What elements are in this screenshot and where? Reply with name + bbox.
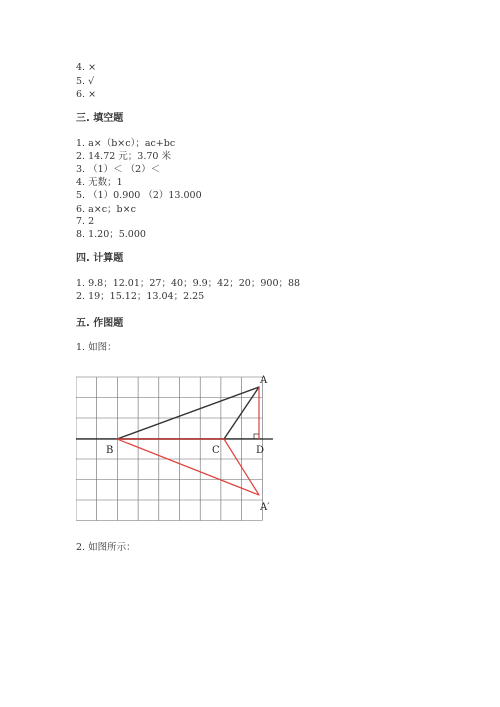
answer-4: 4. × xyxy=(76,62,97,73)
drawing-answer-2: 2. 如图所示： xyxy=(76,542,136,553)
fill-answer-8: 8. 1.20；5.000 xyxy=(76,229,146,240)
fill-answer-6: 6. a×c；b×c xyxy=(76,204,136,215)
drawing-answer-1: 1. 如图： xyxy=(76,342,117,353)
label-b: B xyxy=(106,445,114,456)
label-d: D xyxy=(256,445,265,456)
grid-lines xyxy=(76,377,265,521)
fill-answer-4: 4. 无数；1 xyxy=(76,177,123,188)
fill-answer-7: 7. 2 xyxy=(76,216,95,227)
fill-answer-2: 2. 14.72 元；3.70 米 xyxy=(76,151,171,162)
grid-figure xyxy=(76,372,280,522)
fill-answer-3: 3. （1）＜ （2）＜ xyxy=(76,164,161,175)
fill-answer-5: 5. （1）0.900 （2）13.000 xyxy=(76,190,202,201)
answer-6: 6. × xyxy=(76,89,97,100)
label-c: C xyxy=(212,445,220,456)
section-5-heading: 五. 作图题 xyxy=(76,318,124,329)
calc-answer-1: 1. 9.8；12.01；27；40；9.9；42；20；900；88 xyxy=(76,278,301,289)
label-a: A xyxy=(260,375,268,386)
section-3-heading: 三. 填空题 xyxy=(76,113,124,124)
section-4-heading: 四. 计算题 xyxy=(76,253,124,264)
answer-5: 5. √ xyxy=(76,76,95,87)
label-a-prime: A′ xyxy=(260,502,270,513)
fill-answer-1: 1. a×（b×c）；ac+bc xyxy=(76,138,176,149)
calc-answer-2: 2. 19；15.12；13.04；2.25 xyxy=(76,291,205,302)
